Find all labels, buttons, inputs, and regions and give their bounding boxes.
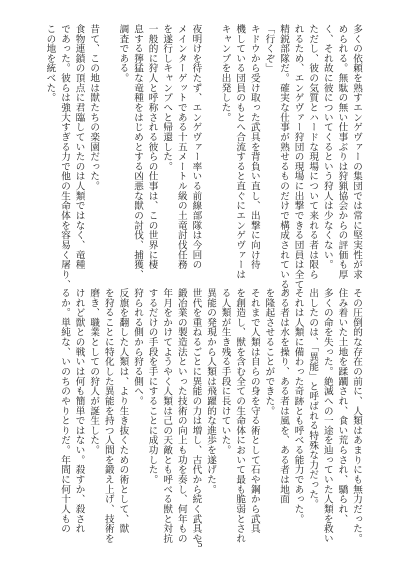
text-line: 食物連鎖の頂点に君臨していたのは人類ではなく、竜種: [73, 24, 85, 270]
text-line: 反旗を翻した人類は、より生き抜くための術として、獣: [117, 288, 129, 534]
text-line: 年月をかけてようやく人類は己の天敵とも呼べる獣と対抗: [161, 288, 173, 544]
text-line: 昔て、この地は獣たちの楽園だった。: [88, 24, 100, 191]
text-line: 一般的に狩人と呼称される彼らの仕事は、この世界に棲: [146, 24, 158, 270]
text-line: 出したのは、「異能」と呼ばれる特殊な力だった。: [307, 288, 319, 510]
text-line: 機している団員のもとへ合流すると直ぐにエンゲヴァーは: [234, 24, 246, 280]
text-line: 狩られる側から狩る側へ。: [132, 288, 143, 406]
text-line: 磨き、職業としての狩人が誕生した。: [88, 288, 100, 455]
text-line: を隆起させることができた。: [263, 288, 275, 416]
text-line: この地を統べた。: [44, 24, 56, 103]
text-line: 多くの依頼を熟すエンゲヴァーの集団では常に堅実性が求: [351, 24, 362, 280]
text-line: 精鋭部隊だ。確実な仕事が熟せるものだけで構成されている。: [278, 24, 289, 299]
text-line: キャンプを出発した。: [219, 24, 231, 123]
text-line: [210, 24, 218, 286]
text-line: 鍛冶業の製造法といった技術の向上も功を奏し、何年もの: [175, 288, 187, 544]
text-line: る人類が生き残る手段に長けていた。: [219, 288, 231, 455]
text-line: 世代を重ねるごとに異能の力は増し、古代から続く武具や: [190, 288, 202, 544]
text-line: められる。無駄の無い仕事ぶりは狩猟協会からの評価も厚: [336, 24, 348, 280]
text-line: メインターゲットである十五メートル級の土竜討伐任務: [175, 24, 187, 270]
text-line: 「行くぞ」: [263, 24, 275, 74]
text-line: 息する獰猛な竜種をはじめとする凶悪な獣の討伐、捕獲、: [132, 24, 143, 280]
text-line: ただし、彼の気質とハードな現場について来れる者は限ら: [307, 24, 319, 280]
text-line: を狩ることに特化した異能を持つ人間を鍛え上げ、技術を: [102, 288, 114, 544]
text-line: れるため、エンゲヴァー狩団の現場に出撃できる団員は全て: [292, 24, 304, 290]
text-line: 調査である。: [117, 24, 129, 83]
text-line: 多くの命を失った。絶滅への一途を辿っていた人類を救い: [321, 288, 333, 544]
text-line: キドウから受け取った武具を背負い直し、出撃に向け待: [248, 24, 260, 270]
text-line: を創造し、獣を含む全ての生命体において最も脆弱とされ: [234, 288, 246, 544]
text-line: く、それ故に彼についてくるという狩人は少なくない。: [321, 24, 333, 270]
text-line: 夜明けを待たず、エンゲヴァー率いる前線部隊は今回の: [190, 24, 202, 270]
text-line: を遂行しキャンプへと帰還した。: [161, 24, 173, 172]
text-line: であった。彼らは強大すぎる力で他の生命体を容易く屠り、: [59, 24, 70, 290]
text-line: 異能の発現から人類は飛躍的な進歩を遂げた。: [205, 288, 216, 495]
text-line: するだけの手段を手にすることに成功した。: [146, 288, 158, 485]
text-line: [108, 24, 116, 286]
text-line: ある者は水を操り、ある者は風を、ある者は地面: [278, 288, 289, 505]
text-line: その圧倒的な存在の前に、人類はあまりにも無力だった。: [351, 288, 362, 544]
text-line: それは人類に備わった奇跡とも呼べる能力であった。: [292, 288, 304, 524]
text-line: 住み着いた土地を蹂躙され、食い荒らされ、驕られ、: [336, 288, 348, 524]
text-line: るか。単純な、いのちのやりとりだ。年間に何十人もの: [59, 288, 70, 534]
text-line: それまで人類は自らの身を守る術として石や鋼から武具: [248, 288, 260, 534]
lower-text-block: [0, 264, 400, 564]
page-number: 5: [197, 540, 203, 549]
text-line: けれど獣との戦いは何も簡単ではない。殺すか、殺され: [73, 288, 85, 534]
